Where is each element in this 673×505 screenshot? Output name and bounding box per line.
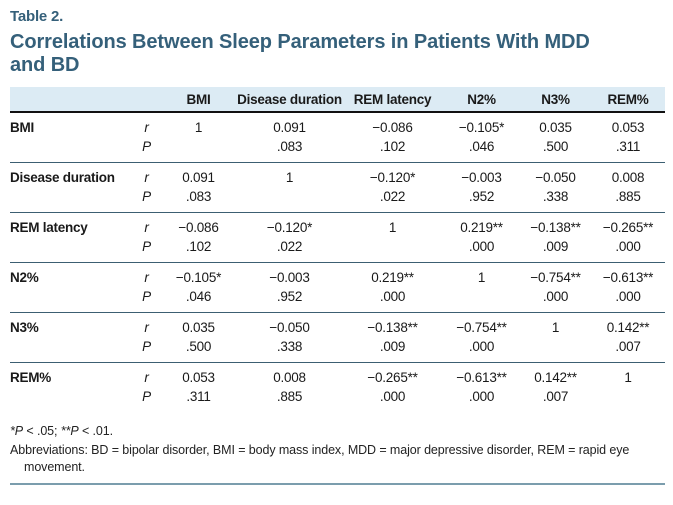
p-value-cell [591, 387, 665, 412]
column-header-rem-latency: REM latency [342, 87, 443, 112]
r-value-cell: −0.754** [530, 270, 581, 285]
p-value-cell: .885 [615, 189, 641, 204]
row-label: N3% [10, 320, 39, 335]
p-value-cell [520, 337, 591, 363]
stat-label-r: r [144, 170, 149, 185]
table-row-p [10, 387, 665, 412]
stat-label-p: P [142, 289, 151, 304]
p-value-cell: .022 [379, 189, 406, 204]
header-empty-stat [133, 87, 160, 112]
p-value-cell: .500 [542, 139, 569, 154]
row-label-empty [10, 187, 133, 213]
r-value-cell: 0.219** [371, 270, 414, 285]
table-row-group [10, 112, 665, 163]
r-value-cell: 0.008 [273, 370, 306, 385]
r-value-cell: 1 [551, 320, 560, 335]
table-row-group [10, 313, 665, 363]
r-value-cell: −0.613** [456, 370, 507, 385]
stat-label-r: r [144, 370, 149, 385]
p-value-cell: .500 [185, 339, 212, 354]
p-value-cell: .022 [276, 239, 303, 254]
column-header-disease-duration: Disease duration [237, 87, 342, 112]
row-label: N2% [10, 270, 39, 285]
r-value-cell: −0.265** [367, 370, 418, 385]
p-value-cell: .952 [468, 189, 495, 204]
row-label-empty [10, 387, 133, 412]
r-value-cell: 1 [194, 120, 203, 135]
r-value-cell: −0.086 [372, 120, 413, 135]
table-row-r [10, 313, 665, 338]
sig-p1: P [14, 424, 24, 438]
table-title: Correlations Between Sleep Parameters in Patients With MDD and BD [10, 31, 590, 76]
r-value-cell: −0.120* [369, 170, 416, 185]
p-value-cell [443, 287, 520, 313]
p-value-cell: .311 [615, 139, 641, 154]
row-label: REM latency [10, 220, 88, 235]
r-value-cell: −0.105* [175, 270, 222, 285]
p-value-cell: .000 [615, 289, 641, 304]
bottom-rule [10, 483, 665, 485]
table-row-p [10, 287, 665, 313]
r-value-cell: −0.050 [269, 320, 310, 335]
sig-star2: ** [60, 424, 71, 438]
r-value-cell: −0.105* [458, 120, 505, 135]
r-value-cell: −0.086 [178, 220, 219, 235]
p-value-cell: .000 [615, 239, 641, 254]
header-empty-label [10, 87, 133, 112]
column-header-n3: N3% [520, 87, 591, 112]
stat-label-r: r [144, 220, 149, 235]
p-value-cell: .338 [542, 189, 569, 204]
stat-label-p: P [142, 139, 151, 154]
p-value-cell: .885 [276, 389, 303, 404]
column-header-bmi: BMI [160, 87, 237, 112]
r-value-cell: −0.003 [269, 270, 310, 285]
r-value-cell: 0.091 [273, 120, 306, 135]
table-footnotes [10, 423, 665, 476]
r-value-cell: 0.142** [606, 320, 650, 335]
r-value-cell: 0.219** [460, 220, 503, 235]
stat-label-p: P [142, 189, 151, 204]
row-label-empty [10, 287, 133, 313]
p-value-cell [160, 137, 237, 163]
table-row-r [10, 213, 665, 238]
row-label-empty [10, 337, 133, 363]
table-row-p [10, 137, 665, 163]
table-row-p [10, 237, 665, 263]
r-value-cell: 1 [388, 220, 397, 235]
stat-label-p: P [142, 339, 151, 354]
r-value-cell: 0.053 [611, 120, 645, 135]
sig-text2: < .01. [78, 424, 113, 438]
table-row-p [10, 337, 665, 363]
p-value-cell: .083 [185, 189, 212, 204]
p-value-cell: .000 [379, 289, 406, 304]
row-label: Disease duration [10, 170, 115, 185]
table-row-group [10, 213, 665, 263]
row-label: BMI [10, 120, 34, 135]
p-value-cell: .000 [542, 289, 569, 304]
p-value-cell: .046 [468, 139, 495, 154]
p-value-cell: .000 [468, 389, 495, 404]
table-header-row [10, 87, 665, 112]
p-value-cell: .007 [542, 389, 569, 404]
table-row-group [10, 163, 665, 213]
r-value-cell: 0.035 [539, 120, 572, 135]
abbreviations-note: Abbreviations: BD = bipolar disorder, BMI = body mass index, MDD = major depressive disorder, REM = rapid eye movement. [10, 443, 630, 474]
r-value-cell: −0.120* [266, 220, 313, 235]
p-value-cell: .009 [379, 339, 406, 354]
r-value-cell: 0.008 [611, 170, 645, 185]
p-value-cell: .000 [379, 389, 406, 404]
p-value-cell: .338 [276, 339, 303, 354]
table-row-p [10, 187, 665, 213]
stat-label-r: r [144, 120, 149, 135]
sig-p2: P [70, 424, 79, 438]
table-row-group [10, 363, 665, 413]
r-value-cell: 1 [624, 370, 632, 385]
p-value-cell [237, 187, 342, 213]
r-value-cell: 0.053 [182, 370, 215, 385]
r-value-cell: −0.613** [602, 270, 654, 285]
significance-note [10, 423, 665, 440]
p-value-cell [342, 237, 443, 263]
p-value-cell: .083 [276, 139, 303, 154]
r-value-cell: −0.138** [530, 220, 581, 235]
r-value-cell: 0.142** [534, 370, 577, 385]
table-row-r [10, 363, 665, 388]
row-label-empty [10, 237, 133, 263]
p-value-cell: .952 [276, 289, 303, 304]
table-row-r [10, 112, 665, 137]
r-value-cell: 0.035 [182, 320, 215, 335]
table-number: Table 2. [10, 8, 64, 25]
r-value-cell: −0.050 [535, 170, 576, 185]
r-value-cell: 1 [285, 170, 294, 185]
p-value-cell: .311 [186, 389, 211, 404]
p-value-cell: .102 [185, 239, 212, 254]
table-row-group [10, 263, 665, 313]
stat-label-r: r [144, 320, 149, 335]
r-value-cell: −0.754** [456, 320, 507, 335]
table-row-r [10, 163, 665, 188]
r-value-cell: −0.265** [602, 220, 654, 235]
p-value-cell: .000 [468, 339, 495, 354]
column-header-rem: REM% [591, 87, 665, 112]
p-value-cell: .000 [468, 239, 495, 254]
p-value-cell: .009 [542, 239, 569, 254]
stat-label-p: P [142, 389, 151, 404]
column-header-n2: N2% [443, 87, 520, 112]
r-value-cell: −0.003 [461, 170, 502, 185]
row-label-empty [10, 137, 133, 163]
r-value-cell: 0.091 [182, 170, 215, 185]
stat-label-p: P [142, 239, 151, 254]
table-header [10, 87, 665, 112]
sig-star1: * [10, 424, 15, 438]
row-label: REM% [10, 370, 52, 385]
correlation-table [10, 87, 665, 412]
sig-text1: < .05; [23, 424, 61, 438]
table-row-r [10, 263, 665, 288]
r-value-cell: −0.138** [367, 320, 418, 335]
p-value-cell: .046 [185, 289, 212, 304]
stat-label-r: r [144, 270, 149, 285]
r-value-cell: 1 [477, 270, 486, 285]
p-value-cell: .007 [615, 339, 641, 354]
p-value-cell: .102 [379, 139, 406, 154]
